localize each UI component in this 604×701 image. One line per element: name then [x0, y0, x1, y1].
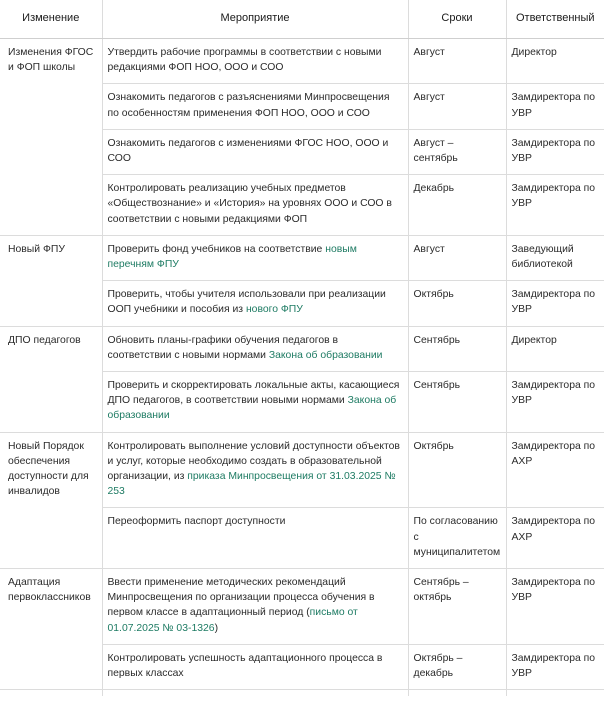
responsible-cell: Замдиректора по УВР: [506, 644, 604, 689]
deadline-cell: Октябрь – декабрь: [408, 644, 506, 689]
document-link[interactable]: письмо от 01.07.2025 № 03-1326: [107, 607, 358, 634]
empty-cell: [408, 690, 506, 697]
change-area-cell: Новый Порядок обеспечения доступности для инвалидов: [0, 432, 102, 568]
event-cell: [102, 129, 408, 174]
event-text: Проверить и скорректировать локальные акты, касающиеся ДПО педагогов, в соответствии новыми нормами: [107, 380, 400, 407]
deadline-cell: Сентябрь: [408, 326, 506, 371]
table-row: [0, 39, 604, 84]
responsible-cell: Замдиректора по АХР: [506, 432, 604, 508]
change-area-cell: Новый ФПУ: [0, 235, 102, 326]
event-cell: [102, 326, 408, 371]
table-row: [0, 432, 604, 508]
change-area-cell: ДПО педагогов: [0, 326, 102, 432]
deadline-cell: Август: [408, 39, 506, 84]
empty-cell: [506, 690, 604, 697]
event-cell: [102, 432, 408, 508]
event-cell: [102, 235, 408, 280]
event-text: Ознакомить педагогов с изменениями ФГОС НОО, ООО и СОО: [107, 137, 389, 165]
event-cell: [102, 39, 408, 84]
deadline-cell: Октябрь: [408, 281, 506, 326]
header-responsible: Ответственный: [506, 0, 604, 39]
document-link[interactable]: нового ФПУ: [245, 304, 303, 316]
event-cell: [102, 175, 408, 236]
responsible-cell: Замдиректора по УВР: [506, 84, 604, 129]
header-deadline: Сроки: [408, 0, 506, 39]
event-text: Утвердить рабочие программы в соответствии с новыми редакциями ФОП НОО, ООО и СОО: [107, 47, 382, 74]
event-text: ): [214, 622, 219, 634]
deadline-cell: Август: [408, 84, 506, 129]
table-row: [0, 235, 604, 280]
event-text: Контролировать успешность адаптационного процесса в первых классах: [107, 652, 383, 680]
empty-cell: [0, 690, 102, 697]
responsible-cell: Замдиректора по УВР: [506, 175, 604, 236]
event-text: Обновить планы-графики обучения педагогов в соответствии с новыми нормами: [107, 334, 339, 361]
event-cell: [102, 508, 408, 569]
event-cell: [102, 569, 408, 645]
responsible-cell: Директор: [506, 39, 604, 84]
event-cell: [102, 372, 408, 433]
header-event: Мероприятие: [102, 0, 408, 39]
deadline-cell: Октябрь: [408, 432, 506, 508]
event-cell: [102, 281, 408, 326]
responsible-cell: Заведующий библиотекой: [506, 235, 604, 280]
document-link[interactable]: Закона об образовании: [107, 395, 397, 422]
event-cell: [102, 644, 408, 689]
event-text: Проверить фонд учебников на соответствие: [107, 243, 326, 255]
document-link[interactable]: новым перечням ФПУ: [107, 243, 357, 271]
event-text: Контролировать реализацию учебных предметов «Обществознание» и «История» на уровнях ООО и СОО в соответствии с новыми редакциями ФОП: [107, 183, 392, 225]
responsible-cell: Директор: [506, 326, 604, 371]
event-text: Ввести применение методических рекомендаций Минпросвещения по организации процесса обучения в первом классе в адаптационный период (: [107, 577, 375, 619]
change-area-cell: Адаптация первоклассников: [0, 569, 102, 690]
change-area-cell: Изменения ФГОС и ФОП школы: [0, 39, 102, 236]
responsible-cell: Замдиректора по АХР: [506, 508, 604, 569]
event-text: Ознакомить педагогов с разъяснениями Минпросвещения по особенностям применения ФОП НОО, ООО и СОО: [107, 92, 390, 119]
event-text: Контролировать выполнение условий доступности объектов и услуг, которые необходимо создать в образовательной организации, из: [107, 440, 400, 483]
document-link[interactable]: Закона об образовании: [268, 349, 383, 361]
deadline-cell: Сентябрь: [408, 372, 506, 433]
table-row-continuation: [0, 690, 604, 697]
deadline-cell: Сентябрь – октябрь: [408, 569, 506, 645]
empty-cell: [102, 690, 408, 697]
responsible-cell: Замдиректора по УВР: [506, 372, 604, 433]
table-row: [0, 569, 604, 645]
header-change: Изменение: [0, 0, 102, 39]
document-link[interactable]: приказа Минпросвещения от 31.03.2025 № 253: [107, 471, 396, 498]
responsible-cell: Замдиректора по УВР: [506, 129, 604, 174]
deadline-cell: По согласованию с муниципалитетом: [408, 508, 506, 569]
deadline-cell: Август: [408, 235, 506, 280]
responsible-cell: Замдиректора по УВР: [506, 281, 604, 326]
event-text: Проверить, чтобы учителя использовали при реализации ООП учебники и пособия из: [107, 289, 386, 316]
responsible-cell: Замдиректора по УВР: [506, 569, 604, 645]
table-header-row: [0, 0, 604, 39]
event-cell: [102, 84, 408, 129]
table-row: [0, 326, 604, 371]
deadline-cell: Август – сентябрь: [408, 129, 506, 174]
deadline-cell: Декабрь: [408, 175, 506, 236]
event-text: Переоформить паспорт доступности: [107, 516, 286, 528]
table-body: [0, 39, 604, 697]
